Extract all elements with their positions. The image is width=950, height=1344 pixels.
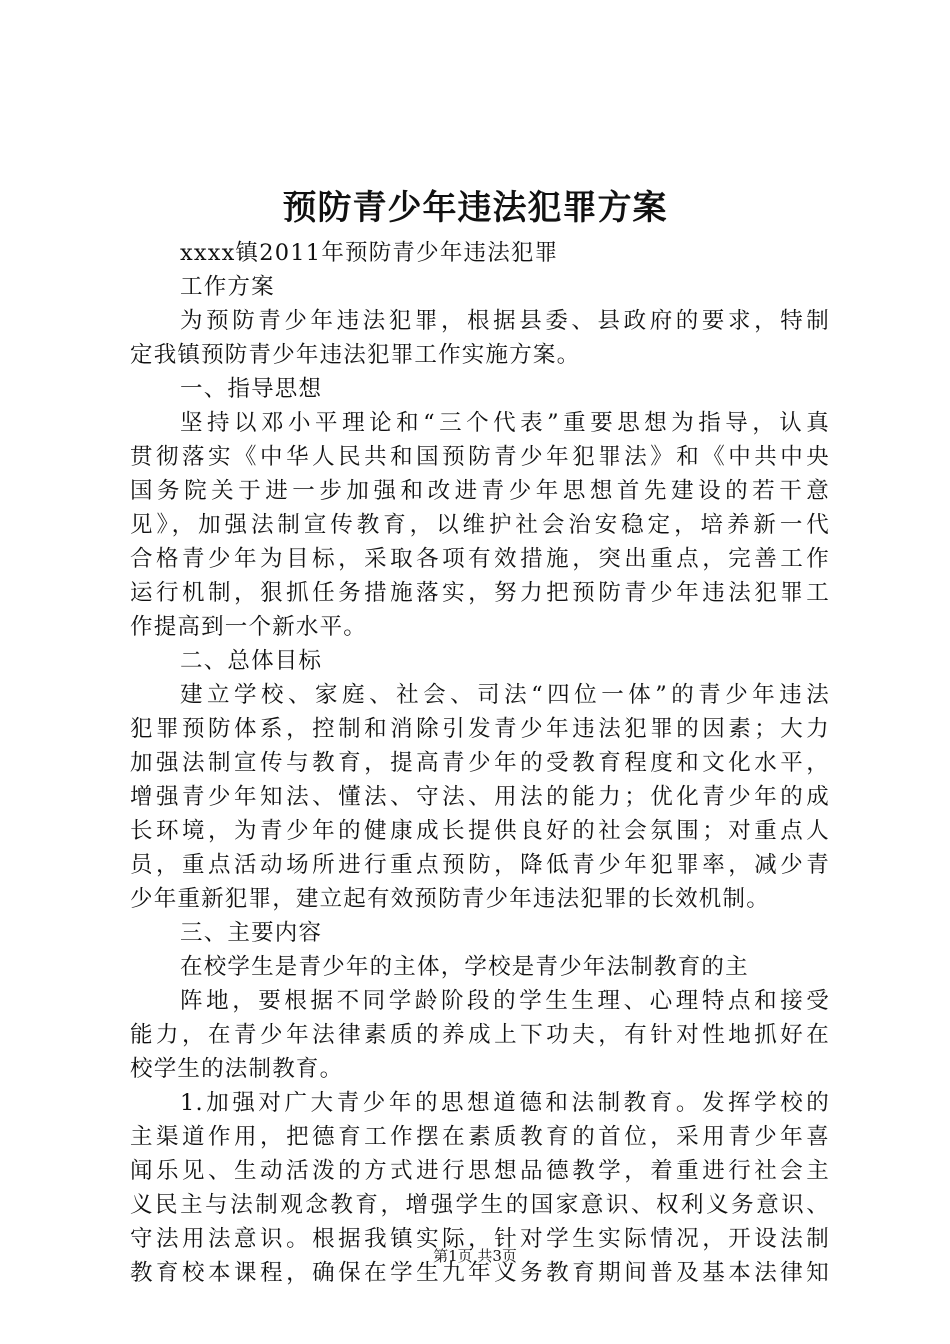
section-heading: 一、指导思想 — [180, 376, 323, 402]
body-line: 建立学校、家庭、社会、司法“四位一体”的青少年违法 — [180, 682, 830, 708]
body-line: 员，重点活动场所进行重点预防，降低青少年犯罪率，减少青 — [130, 852, 830, 878]
document-body — [130, 236, 830, 1290]
body-line: 阵地，要根据不同学龄阶段的学生生理、心理特点和接受 — [180, 988, 830, 1014]
body-line: xxxx镇2011年预防青少年违法犯罪 — [180, 240, 559, 266]
section-heading: 二、总体目标 — [180, 648, 323, 674]
body-line: 长环境，为青少年的健康成长提供良好的社会氛围；对重点人 — [130, 818, 830, 844]
body-line: 在校学生是青少年的主体，学校是青少年法制教育的主 — [180, 954, 749, 980]
body-line: 主渠道作用，把德育工作摆在素质教育的首位，采用青少年喜 — [130, 1124, 830, 1150]
body-line: 合格青少年为目标，采取各项有效措施，突出重点，完善工作 — [130, 546, 830, 572]
body-line: 能力，在青少年法律素质的养成上下功夫，有针对性地抓好在 — [130, 1022, 830, 1048]
body-line: 作提高到一个新水平。 — [130, 614, 368, 640]
body-line: 工作方案 — [180, 274, 275, 300]
page-number-footer: 第1页 共3页 — [433, 1247, 517, 1265]
body-line: 运行机制，狠抓任务措施落实，努力把预防青少年违法犯罪工 — [130, 580, 830, 606]
section-heading: 三、主要内容 — [180, 920, 323, 946]
body-line: 少年重新犯罪，建立起有效预防青少年违法犯罪的长效机制。 — [130, 886, 770, 912]
body-line: 见》，加强法制宣传教育，以维护社会治安稳定，培养新一代 — [130, 512, 830, 538]
body-line: 教育校本课程，确保在学生九年义务教育期间普及基本法律知 — [130, 1260, 830, 1286]
document-title: 预防青少年违法犯罪方案 — [282, 188, 668, 228]
body-line: 为预防青少年违法犯罪，根据县委、县政府的要求，特制 — [180, 308, 830, 334]
body-line: 加强法制宣传与教育，提高青少年的受教育程度和文化水平， — [130, 750, 830, 776]
body-line: 1.加强对广大青少年的思想道德和法制教育。发挥学校的 — [180, 1090, 830, 1116]
body-line: 坚持以邓小平理论和“三个代表”重要思想为指导，认真 — [180, 410, 830, 436]
body-line: 国务院关于进一步加强和改进青少年思想首先建设的若干意 — [130, 478, 830, 504]
body-line: 犯罪预防体系，控制和消除引发青少年违法犯罪的因素；大力 — [130, 716, 830, 742]
body-line: 闻乐见、生动活泼的方式进行思想品德教学，着重进行社会主 — [130, 1158, 830, 1184]
body-line: 校学生的法制教育。 — [130, 1056, 344, 1082]
body-line: 贯彻落实《中华人民共和国预防青少年犯罪法》和《中共中央 — [130, 444, 830, 470]
body-line: 守法用法意识。根据我镇实际，针对学生实际情况，开设法制 — [130, 1226, 830, 1252]
body-line: 定我镇预防青少年违法犯罪工作实施方案。 — [130, 342, 581, 368]
body-line: 增强青少年知法、懂法、守法、用法的能力；优化青少年的成 — [130, 784, 830, 810]
body-line: 义民主与法制观念教育，增强学生的国家意识、权利义务意识、 — [130, 1192, 830, 1218]
